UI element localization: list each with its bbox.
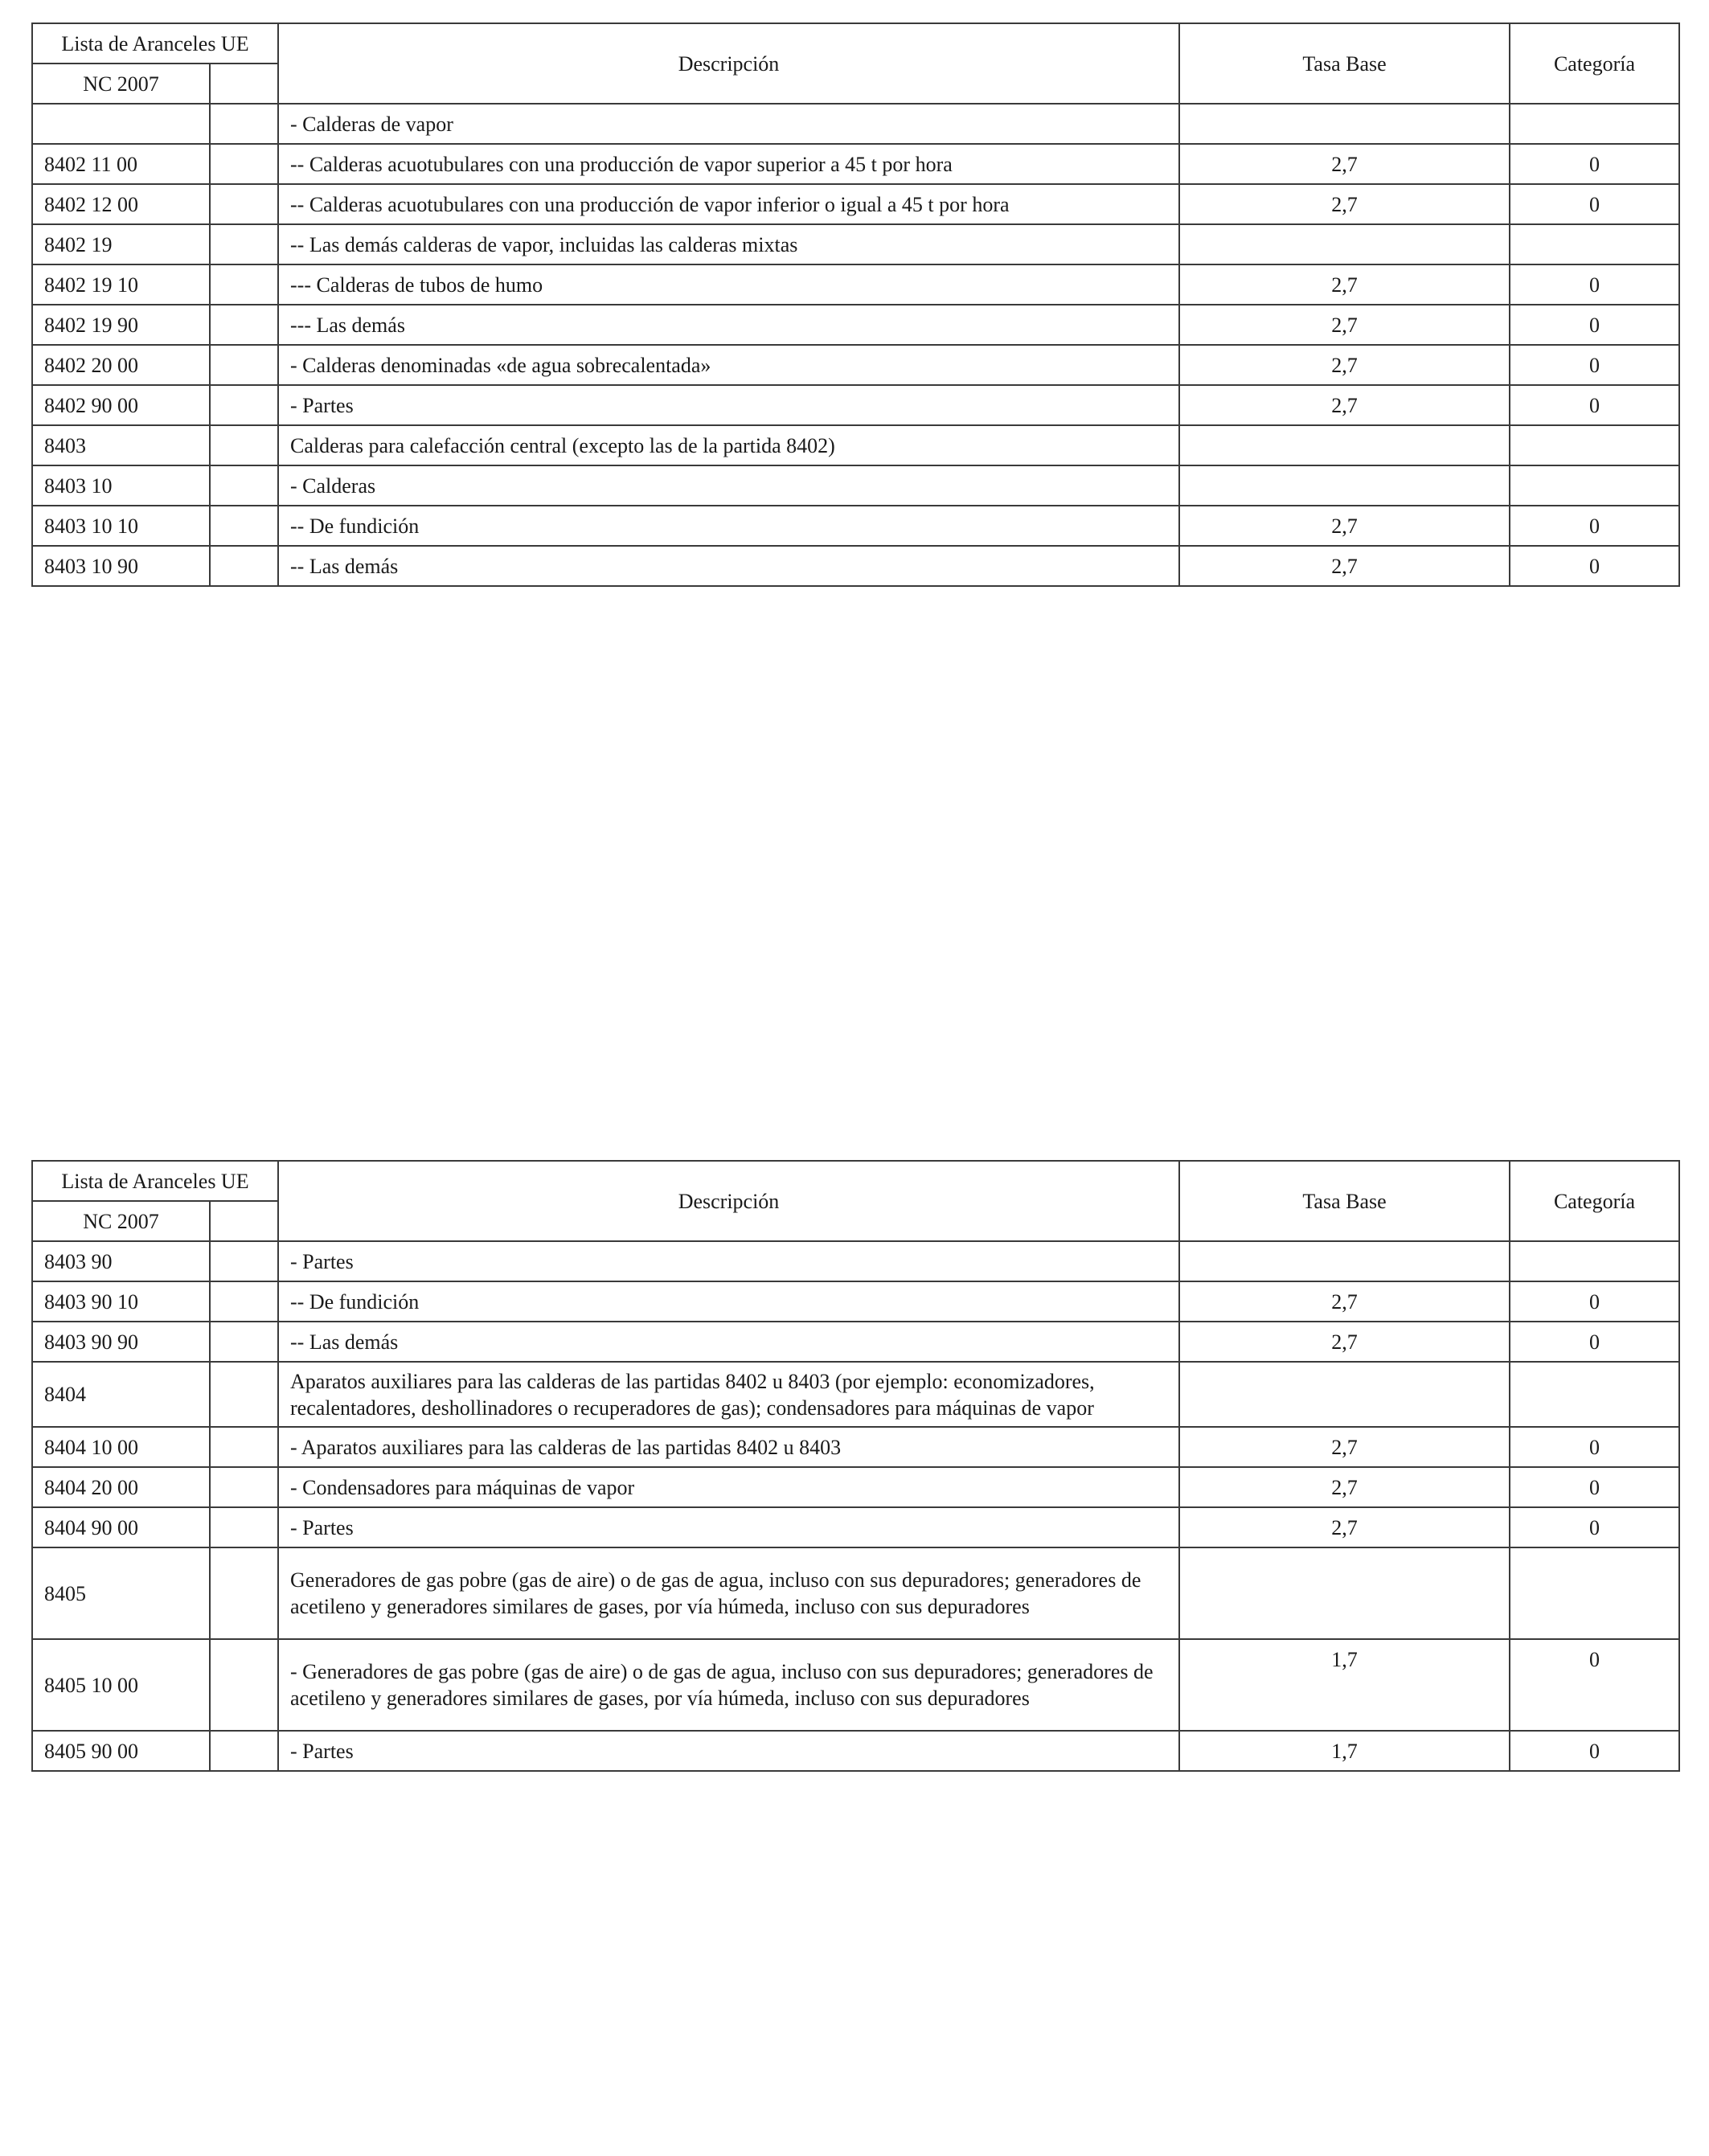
header-row	[32, 23, 1679, 64]
category-cell: 0	[1510, 506, 1679, 546]
code-cell: 8404 20 00	[32, 1467, 210, 1507]
header-category: Categoría	[1510, 23, 1679, 104]
category-cell: 0	[1510, 1281, 1679, 1322]
blank-cell	[210, 1731, 278, 1771]
description-cell: --- Las demás	[278, 305, 1179, 345]
category-cell: 0	[1510, 345, 1679, 385]
code-cell: 8403 90 90	[32, 1322, 210, 1362]
header-base-rate: Tasa Base	[1179, 23, 1510, 104]
code-cell: 8402 11 00	[32, 144, 210, 184]
rate-cell: 2,7	[1179, 345, 1510, 385]
description-cell: - Partes	[278, 1731, 1179, 1771]
table-row	[32, 184, 1679, 224]
category-cell	[1510, 1362, 1679, 1427]
table-row	[32, 1547, 1679, 1639]
blank-cell	[210, 104, 278, 144]
code-cell: 8402 90 00	[32, 385, 210, 425]
blank-cell	[210, 1322, 278, 1362]
description-cell: - Partes	[278, 385, 1179, 425]
blank-cell	[210, 1467, 278, 1507]
table-row	[32, 224, 1679, 264]
code-cell: 8402 19 10	[32, 264, 210, 305]
code-cell: 8403 90	[32, 1241, 210, 1281]
header-category: Categoría	[1510, 1161, 1679, 1241]
blank-cell	[210, 506, 278, 546]
rate-cell: 1,7	[1179, 1731, 1510, 1771]
description-cell: Calderas para calefacción central (excepto las de la partida 8402)	[278, 425, 1179, 465]
rate-cell: 1,7	[1179, 1639, 1510, 1731]
rate-cell: 2,7	[1179, 1322, 1510, 1362]
rate-cell: 2,7	[1179, 385, 1510, 425]
blank-cell	[210, 546, 278, 586]
code-cell: 8404 10 00	[32, 1427, 210, 1467]
code-cell: 8404 90 00	[32, 1507, 210, 1547]
table-row	[32, 425, 1679, 465]
description-cell: - Calderas denominadas «de agua sobrecalentada»	[278, 345, 1179, 385]
table-row	[32, 546, 1679, 586]
code-cell: 8405	[32, 1547, 210, 1639]
table-row	[32, 144, 1679, 184]
description-cell: - Partes	[278, 1507, 1179, 1547]
rate-cell	[1179, 465, 1510, 506]
blank-cell	[210, 305, 278, 345]
category-cell: 0	[1510, 184, 1679, 224]
category-cell: 0	[1510, 1507, 1679, 1547]
code-cell: 8403 10 90	[32, 546, 210, 586]
header-empty-cell	[210, 64, 278, 104]
category-cell	[1510, 1241, 1679, 1281]
blank-cell	[210, 1639, 278, 1731]
header-row	[32, 1161, 1679, 1201]
code-cell: 8403	[32, 425, 210, 465]
blank-cell	[210, 1241, 278, 1281]
rate-cell: 2,7	[1179, 506, 1510, 546]
table-row	[32, 1467, 1679, 1507]
category-cell: 0	[1510, 1322, 1679, 1362]
code-cell: 8403 10	[32, 465, 210, 506]
rate-cell: 2,7	[1179, 1281, 1510, 1322]
header-list-label: Lista de Aranceles UE	[32, 1161, 278, 1201]
description-cell: - Partes	[278, 1241, 1179, 1281]
table-row	[32, 385, 1679, 425]
blank-cell	[210, 144, 278, 184]
table-row	[32, 1639, 1679, 1731]
category-cell: 0	[1510, 1427, 1679, 1467]
rate-cell: 2,7	[1179, 305, 1510, 345]
description-cell: -- De fundición	[278, 1281, 1179, 1322]
description-cell: -- De fundición	[278, 506, 1179, 546]
header-list-label: Lista de Aranceles UE	[32, 23, 278, 64]
rate-cell	[1179, 224, 1510, 264]
rate-cell: 2,7	[1179, 264, 1510, 305]
category-cell: 0	[1510, 144, 1679, 184]
description-cell: -- Las demás	[278, 1322, 1179, 1362]
description-cell: -- Calderas acuotubulares con una producción de vapor superior a 45 t por hora	[278, 144, 1179, 184]
table-row	[32, 1507, 1679, 1547]
blank-cell	[210, 345, 278, 385]
blank-cell	[210, 1281, 278, 1322]
description-cell: - Aparatos auxiliares para las calderas de las partidas 8402 u 8403	[278, 1427, 1179, 1467]
blank-cell	[210, 1362, 278, 1427]
rate-cell	[1179, 1362, 1510, 1427]
table-row	[32, 1241, 1679, 1281]
description-cell: - Calderas de vapor	[278, 104, 1179, 144]
rate-cell	[1179, 1547, 1510, 1639]
blank-cell	[210, 264, 278, 305]
header-description: Descripción	[278, 23, 1179, 104]
header-nc-label: NC 2007	[32, 64, 210, 104]
table-row	[32, 104, 1679, 144]
blank-cell	[210, 224, 278, 264]
blank-cell	[210, 184, 278, 224]
header-empty-cell	[210, 1201, 278, 1241]
header-nc-label: NC 2007	[32, 1201, 210, 1241]
blank-cell	[210, 1547, 278, 1639]
table-row	[32, 1362, 1679, 1427]
blank-cell	[210, 465, 278, 506]
rate-cell	[1179, 1241, 1510, 1281]
code-cell: 8405 90 00	[32, 1731, 210, 1771]
description-cell: Aparatos auxiliares para las calderas de las partidas 8402 u 8403 (por ejemplo: economizadores, recalentadores, deshollinadores o recuperadores de gas); condensadores para máquinas de vapor	[278, 1362, 1179, 1427]
blank-cell	[210, 425, 278, 465]
blank-cell	[210, 385, 278, 425]
category-cell: 0	[1510, 1639, 1679, 1731]
code-cell: 8402 19 90	[32, 305, 210, 345]
tariff-table-1	[31, 23, 1680, 587]
category-cell	[1510, 224, 1679, 264]
category-cell	[1510, 104, 1679, 144]
code-cell: 8402 19	[32, 224, 210, 264]
rate-cell: 2,7	[1179, 184, 1510, 224]
description-cell: - Generadores de gas pobre (gas de aire) o de gas de agua, incluso con sus depuradores; generadores de acetileno y generadores similares de gases, por vía húmeda, incluso con sus depuradores	[278, 1639, 1179, 1731]
description-cell: Generadores de gas pobre (gas de aire) o de gas de agua, incluso con sus depuradores; generadores de acetileno y generadores similares de gases, por vía húmeda, incluso con sus depuradores	[278, 1547, 1179, 1639]
code-cell: 8402 12 00	[32, 184, 210, 224]
rate-cell	[1179, 425, 1510, 465]
tariff-table-2	[31, 1160, 1680, 1772]
description-cell: -- Calderas acuotubulares con una producción de vapor inferior o igual a 45 t por hora	[278, 184, 1179, 224]
table-row	[32, 1281, 1679, 1322]
header-base-rate: Tasa Base	[1179, 1161, 1510, 1241]
code-cell: 8403 90 10	[32, 1281, 210, 1322]
rate-cell: 2,7	[1179, 546, 1510, 586]
category-cell: 0	[1510, 385, 1679, 425]
rate-cell: 2,7	[1179, 144, 1510, 184]
category-cell: 0	[1510, 546, 1679, 586]
table-row	[32, 1322, 1679, 1362]
blank-cell	[210, 1427, 278, 1467]
category-cell	[1510, 425, 1679, 465]
code-cell	[32, 104, 210, 144]
rate-cell: 2,7	[1179, 1427, 1510, 1467]
table-row	[32, 264, 1679, 305]
rate-cell: 2,7	[1179, 1507, 1510, 1547]
description-cell: -- Las demás calderas de vapor, incluidas las calderas mixtas	[278, 224, 1179, 264]
table-row	[32, 1427, 1679, 1467]
rate-cell	[1179, 104, 1510, 144]
category-cell	[1510, 1547, 1679, 1639]
table-row	[32, 465, 1679, 506]
category-cell: 0	[1510, 1731, 1679, 1771]
description-cell: --- Calderas de tubos de humo	[278, 264, 1179, 305]
code-cell: 8403 10 10	[32, 506, 210, 546]
category-cell: 0	[1510, 305, 1679, 345]
code-cell: 8405 10 00	[32, 1639, 210, 1731]
rate-cell: 2,7	[1179, 1467, 1510, 1507]
table-row	[32, 345, 1679, 385]
category-cell: 0	[1510, 1467, 1679, 1507]
description-cell: - Condensadores para máquinas de vapor	[278, 1467, 1179, 1507]
header-description: Descripción	[278, 1161, 1179, 1241]
category-cell: 0	[1510, 264, 1679, 305]
description-cell: - Calderas	[278, 465, 1179, 506]
table-row	[32, 305, 1679, 345]
category-cell	[1510, 465, 1679, 506]
blank-cell	[210, 1507, 278, 1547]
table-row	[32, 1731, 1679, 1771]
description-cell: -- Las demás	[278, 546, 1179, 586]
table-row	[32, 506, 1679, 546]
code-cell: 8402 20 00	[32, 345, 210, 385]
code-cell: 8404	[32, 1362, 210, 1427]
